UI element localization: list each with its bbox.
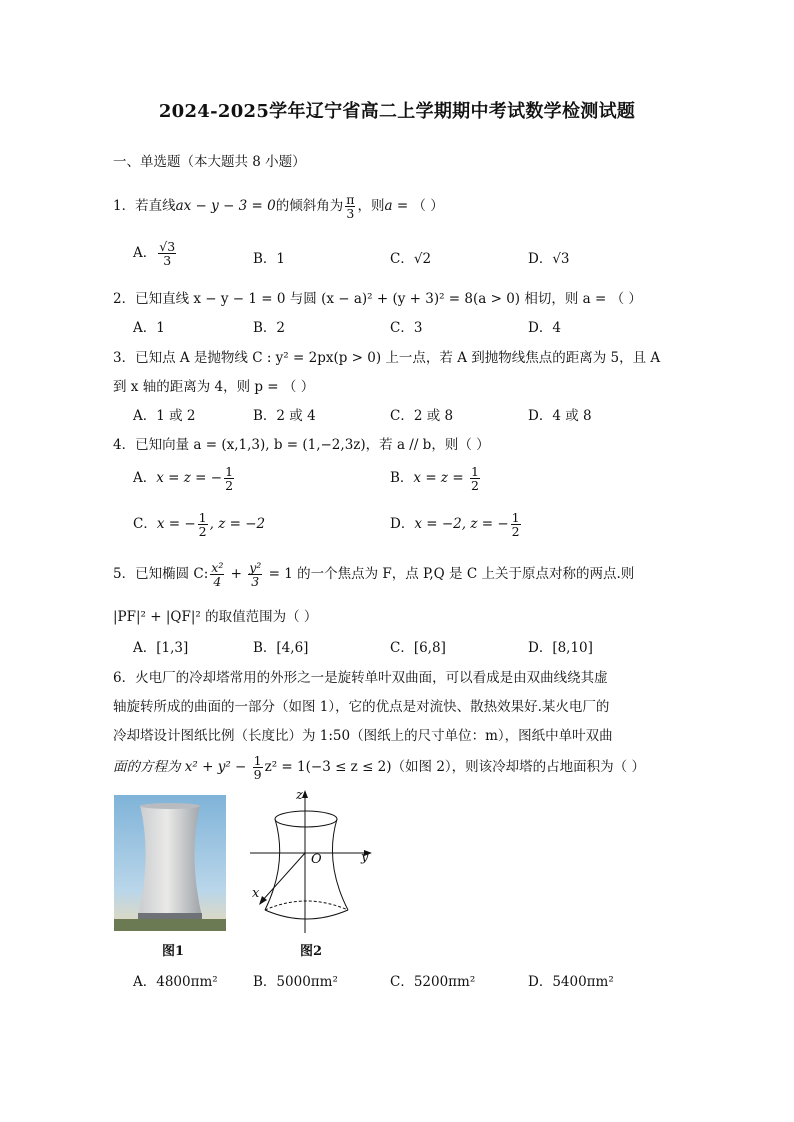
axis-x-label: x: [252, 886, 260, 901]
axis-y-label: y: [361, 850, 369, 865]
question-3-line-1: 3．已知点 A 是抛物线 C : y² = 2px(p > 0) 上一点，若 A 到抛物线焦点的距离为 5，且 A: [113, 350, 661, 366]
page-title: 2024-2025学年辽宁省高二上学期期中考试数学检测试题: [158, 101, 636, 122]
q3-option-c[interactable]: C．2 或 8: [390, 408, 454, 424]
question-4: 4．已知向量 a = (x,1,3), b = (1,−2,3z)，若 a // b，则（ ）: [113, 437, 490, 453]
q1-option-d[interactable]: D．√3: [528, 251, 570, 267]
q4-option-d[interactable]: D．x = −2, z = − $\frac{1}{2}$: [390, 510, 520, 540]
figure-2-caption: 图2: [300, 944, 323, 959]
q1-option-b[interactable]: B．1: [253, 251, 286, 267]
section-heading: 一、单选题（本大题共 8 小题）: [113, 154, 306, 170]
q4-option-c[interactable]: C．x = − $\frac{1}{2}$ , z = −2: [133, 510, 266, 540]
q1-equation: ax − y − 3 = 0: [175, 198, 276, 215]
q6-option-b[interactable]: B．5000πm²: [253, 974, 338, 990]
question-2: 2．已知直线 x − y − 1 = 0 与圆 (x − a)² + (y + 3)² = 8(a > 0) 相切，则 a = （ ）: [113, 291, 642, 307]
q5-option-a[interactable]: A．[1,3]: [133, 640, 189, 656]
q5-option-b[interactable]: B．[4,6]: [253, 640, 309, 656]
axis-z-label: z: [296, 788, 303, 803]
question-1: 1．若直线ax − y − 3 = 0的倾斜角为 $\frac{\pi}{3}$ ，则a = （ ）: [113, 192, 444, 222]
q1-option-a[interactable]: A． $\frac{√3}{3}$: [133, 239, 176, 269]
q1-option-c[interactable]: C．√2: [390, 251, 432, 267]
cooling-tower-photo: [114, 795, 226, 931]
q4-option-b[interactable]: B．x = z = $\frac{1}{2}$: [390, 464, 479, 494]
hyperboloid-diagram: [248, 788, 388, 942]
question-3-line-2: 到 x 轴的距离为 4，则 p = （ ）: [113, 379, 315, 395]
q3-option-a[interactable]: A．1 或 2: [133, 408, 196, 424]
question-6-line-2: 轴旋转所成的曲面的一部分（如图 1），它的优点是对流快、散热效果好.某火电厂的: [113, 699, 610, 715]
q3-option-d[interactable]: D．4 或 8: [528, 408, 592, 424]
q2-option-c[interactable]: C．3: [390, 320, 423, 336]
question-5: 5．已知椭圆 C: $\frac{\text{x²}}{4}$ + $\frac{\text{y²}}{3}$ = 1 的一个焦点为 F，点 P,Q 是 C 上关于原点对称的两点.则: [113, 560, 635, 590]
q2-option-a[interactable]: A．1: [133, 320, 165, 336]
q1-fraction: $\frac{\pi}{3}$: [346, 192, 355, 222]
q5-option-c[interactable]: C．[6,8]: [390, 640, 446, 656]
q3-option-b[interactable]: B．2 或 4: [253, 408, 316, 424]
figure-1-caption: 图1: [162, 944, 185, 959]
origin-label: O: [311, 852, 322, 867]
q2-option-d[interactable]: D．4: [528, 320, 561, 336]
question-5-line-2: |PF|² + |QF|² 的取值范围为（ ）: [113, 609, 318, 625]
q6-option-d[interactable]: D．5400πm²: [528, 974, 614, 990]
q2-option-b[interactable]: B．2: [253, 320, 286, 336]
q6-option-c[interactable]: C．5200πm²: [390, 974, 476, 990]
question-6-line-3: 冷却塔设计图纸比例（长度比）为 1:50（图纸上的尺寸单位：m），图纸中单叶双曲: [113, 728, 613, 744]
question-6-line-4: 面的方程为 x² + y² − $\frac{1}{9}$ z² = 1(−3 ≤ z ≤ 2)（如图 2），则该冷却塔的占地面积为（ ）: [113, 753, 645, 783]
q5-option-d[interactable]: D．[8,10]: [528, 640, 593, 656]
q4-option-a[interactable]: A．x = z = − $\frac{1}{2}$: [133, 464, 234, 494]
question-6-line-1: 6．火电厂的冷却塔常用的外形之一是旋转单叶双曲面，可以看成是由双曲线绕其虚: [113, 670, 608, 686]
q6-option-a[interactable]: A．4800πm²: [133, 974, 218, 990]
